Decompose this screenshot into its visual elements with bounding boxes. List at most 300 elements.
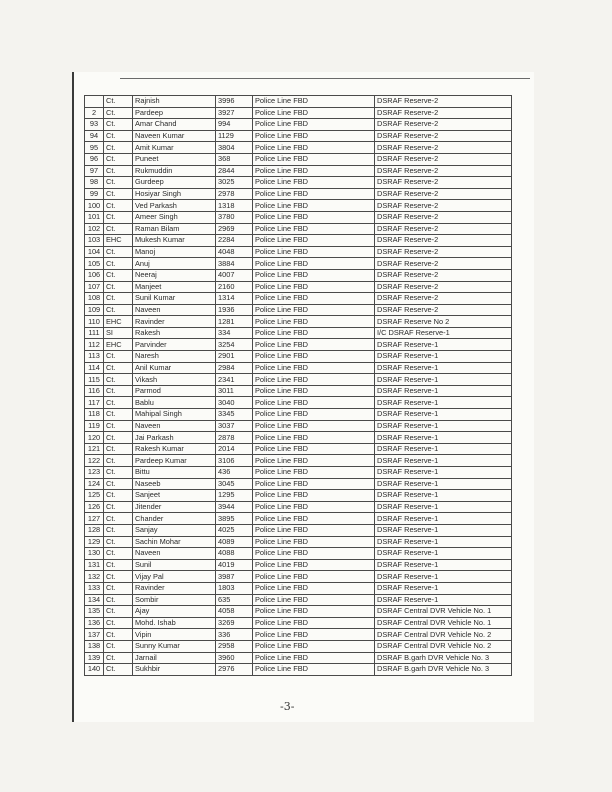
belt-number-cell: 3040 [216,397,253,409]
serial-number-cell: 101 [85,211,104,223]
rank-cell: Ct. [104,246,133,258]
serial-number-cell: 93 [85,119,104,131]
belt-number-cell: 994 [216,119,253,131]
name-cell: Manoj [133,246,216,258]
posting-cell: DSRAF Reserve-2 [375,258,512,270]
posting-cell: DSRAF Reserve-1 [375,409,512,421]
posting-cell: DSRAF Reserve-1 [375,362,512,374]
serial-number-cell: 123 [85,467,104,479]
belt-number-cell: 4019 [216,559,253,571]
serial-number-cell: 134 [85,594,104,606]
rank-cell: Ct. [104,351,133,363]
place-cell: Police Line FBD [253,455,375,467]
rank-cell: Ct. [104,362,133,374]
table-row [85,594,512,606]
belt-number-cell: 368 [216,153,253,165]
belt-number-cell: 2844 [216,165,253,177]
rank-cell: Ct. [104,409,133,421]
serial-number-cell: 129 [85,536,104,548]
serial-number-cell: 113 [85,351,104,363]
belt-number-cell: 3025 [216,177,253,189]
rank-cell: Ct. [104,258,133,270]
place-cell: Police Line FBD [253,96,375,108]
name-cell: Sombir [133,594,216,606]
place-cell: Police Line FBD [253,223,375,235]
serial-number-cell: 109 [85,304,104,316]
belt-number-cell: 4089 [216,536,253,548]
serial-number-cell: 107 [85,281,104,293]
name-cell: Hosiyar Singh [133,188,216,200]
name-cell: Sachin Mohar [133,536,216,548]
table-row [85,188,512,200]
rank-cell: Ct. [104,281,133,293]
table-row [85,397,512,409]
name-cell: Anil Kumar [133,362,216,374]
place-cell: Police Line FBD [253,362,375,374]
name-cell: Ravinder [133,582,216,594]
name-cell: Bittu [133,467,216,479]
table-row [85,142,512,154]
serial-number-cell: 110 [85,316,104,328]
rank-cell: Ct. [104,293,133,305]
rank-cell: Ct. [104,559,133,571]
table-row [85,664,512,676]
belt-number-cell: 4088 [216,548,253,560]
table-row [85,304,512,316]
place-cell: Police Line FBD [253,258,375,270]
posting-cell: DSRAF Reserve-2 [375,223,512,235]
belt-number-cell: 2958 [216,640,253,652]
posting-cell: DSRAF Reserve-2 [375,211,512,223]
belt-number-cell: 3944 [216,501,253,513]
name-cell: Ameer Singh [133,211,216,223]
table-row [85,652,512,664]
belt-number-cell: 3254 [216,339,253,351]
place-cell: Police Line FBD [253,269,375,281]
serial-number-cell: 96 [85,153,104,165]
serial-number-cell: 131 [85,559,104,571]
rank-cell: Ct. [104,652,133,664]
belt-number-cell: 3037 [216,420,253,432]
posting-cell: DSRAF B.garh DVR Vehicle No. 3 [375,664,512,676]
table-row [85,327,512,339]
belt-number-cell: 2969 [216,223,253,235]
posting-cell: DSRAF Reserve-1 [375,548,512,560]
rank-cell: Ct. [104,536,133,548]
serial-number-cell: 2 [85,107,104,119]
table-row [85,548,512,560]
place-cell: Police Line FBD [253,536,375,548]
name-cell: Sukhbir [133,664,216,676]
posting-cell: DSRAF Reserve-2 [375,107,512,119]
serial-number-cell [85,96,104,108]
serial-number-cell: 99 [85,188,104,200]
table-row [85,513,512,525]
serial-number-cell: 108 [85,293,104,305]
place-cell: Police Line FBD [253,281,375,293]
serial-number-cell: 127 [85,513,104,525]
belt-number-cell: 4007 [216,269,253,281]
posting-cell: DSRAF Reserve-1 [375,351,512,363]
table-row [85,258,512,270]
place-cell: Police Line FBD [253,513,375,525]
name-cell: Ajay [133,606,216,618]
place-cell: Police Line FBD [253,235,375,247]
posting-cell: DSRAF Reserve-1 [375,478,512,490]
serial-number-cell: 105 [85,258,104,270]
place-cell: Police Line FBD [253,142,375,154]
posting-cell: DSRAF B.garh DVR Vehicle No. 3 [375,652,512,664]
table-row [85,467,512,479]
place-cell: Police Line FBD [253,548,375,560]
table-row [85,420,512,432]
table-row [85,339,512,351]
posting-cell: DSRAF Reserve-1 [375,501,512,513]
belt-number-cell: 3011 [216,385,253,397]
belt-number-cell: 3780 [216,211,253,223]
serial-number-cell: 132 [85,571,104,583]
table-row [85,211,512,223]
name-cell: Sunny Kumar [133,640,216,652]
name-cell: Pardeep Kumar [133,455,216,467]
serial-number-cell: 100 [85,200,104,212]
table-row [85,443,512,455]
posting-cell: DSRAF Reserve-2 [375,119,512,131]
place-cell: Police Line FBD [253,409,375,421]
rank-cell: EHC [104,316,133,328]
roster-body [85,96,512,676]
name-cell: Naveen Kumar [133,130,216,142]
place-cell: Police Line FBD [253,246,375,258]
serial-number-cell: 98 [85,177,104,189]
serial-number-cell: 122 [85,455,104,467]
table-row [85,478,512,490]
name-cell: Raman Bilam [133,223,216,235]
serial-number-cell: 135 [85,606,104,618]
serial-number-cell: 111 [85,327,104,339]
name-cell: Parmod [133,385,216,397]
posting-cell: DSRAF Reserve-1 [375,582,512,594]
serial-number-cell: 94 [85,130,104,142]
name-cell: Sunil [133,559,216,571]
place-cell: Police Line FBD [253,327,375,339]
serial-number-cell: 136 [85,617,104,629]
table-row [85,119,512,131]
name-cell: Rakesh [133,327,216,339]
serial-number-cell: 138 [85,640,104,652]
rank-cell: Ct. [104,107,133,119]
table-row [85,153,512,165]
serial-number-cell: 139 [85,652,104,664]
rank-cell: Ct. [104,177,133,189]
serial-number-cell: 112 [85,339,104,351]
rank-cell: Ct. [104,606,133,618]
place-cell: Police Line FBD [253,107,375,119]
table-row [85,281,512,293]
table-row [85,130,512,142]
posting-cell: DSRAF Reserve-1 [375,571,512,583]
place-cell: Police Line FBD [253,351,375,363]
table-row [85,362,512,374]
rank-cell: Ct. [104,130,133,142]
place-cell: Police Line FBD [253,652,375,664]
serial-number-cell: 114 [85,362,104,374]
name-cell: Ravinder [133,316,216,328]
name-cell: Sanjay [133,524,216,536]
belt-number-cell: 1295 [216,490,253,502]
belt-number-cell: 1318 [216,200,253,212]
table-row [85,582,512,594]
place-cell: Police Line FBD [253,467,375,479]
name-cell: Sanjeet [133,490,216,502]
posting-cell: DSRAF Reserve-2 [375,96,512,108]
name-cell: Anuj [133,258,216,270]
belt-number-cell: 2976 [216,664,253,676]
table-row [85,409,512,421]
posting-cell: DSRAF Reserve-2 [375,165,512,177]
name-cell: Naseeb [133,478,216,490]
name-cell: Sunil Kumar [133,293,216,305]
belt-number-cell: 3987 [216,571,253,583]
rank-cell: Ct. [104,548,133,560]
rank-cell: Ct. [104,629,133,641]
belt-number-cell: 4048 [216,246,253,258]
name-cell: Neeraj [133,269,216,281]
place-cell: Police Line FBD [253,177,375,189]
name-cell: Ved Parkash [133,200,216,212]
name-cell: Pardeep [133,107,216,119]
table-row [85,200,512,212]
name-cell: Puneet [133,153,216,165]
belt-number-cell: 336 [216,629,253,641]
rank-cell: Ct. [104,490,133,502]
name-cell: Vipin [133,629,216,641]
posting-cell: DSRAF Reserve-2 [375,281,512,293]
serial-number-cell: 117 [85,397,104,409]
name-cell: Naresh [133,351,216,363]
belt-number-cell: 3106 [216,455,253,467]
serial-number-cell: 137 [85,629,104,641]
table-row [85,165,512,177]
rank-cell: Ct. [104,513,133,525]
table-row [85,96,512,108]
posting-cell: DSRAF Reserve-2 [375,142,512,154]
table-row [85,269,512,281]
place-cell: Police Line FBD [253,293,375,305]
belt-number-cell: 3269 [216,617,253,629]
posting-cell: DSRAF Reserve-2 [375,177,512,189]
table-row [85,559,512,571]
rank-cell: Ct. [104,524,133,536]
rank-cell: Ct. [104,385,133,397]
rank-cell: Ct. [104,211,133,223]
posting-cell: DSRAF Reserve-1 [375,594,512,606]
place-cell: Police Line FBD [253,304,375,316]
place-cell: Police Line FBD [253,200,375,212]
place-cell: Police Line FBD [253,664,375,676]
belt-number-cell: 2878 [216,432,253,444]
rank-cell: Ct. [104,96,133,108]
name-cell: Chander [133,513,216,525]
name-cell: Gurdeep [133,177,216,189]
table-row [85,385,512,397]
serial-number-cell: 116 [85,385,104,397]
name-cell: Mohd. Ishab [133,617,216,629]
posting-cell: DSRAF Reserve-1 [375,467,512,479]
serial-number-cell: 102 [85,223,104,235]
posting-cell: DSRAF Reserve-2 [375,304,512,316]
posting-cell: DSRAF Reserve-1 [375,524,512,536]
rank-cell: Ct. [104,467,133,479]
name-cell: Mukesh Kumar [133,235,216,247]
place-cell: Police Line FBD [253,501,375,513]
serial-number-cell: 125 [85,490,104,502]
rank-cell: Ct. [104,478,133,490]
posting-cell: DSRAF Reserve-2 [375,200,512,212]
serial-number-cell: 128 [85,524,104,536]
table-row [85,374,512,386]
place-cell: Police Line FBD [253,594,375,606]
table-row [85,107,512,119]
serial-number-cell: 103 [85,235,104,247]
belt-number-cell: 334 [216,327,253,339]
rank-cell: Ct. [104,269,133,281]
belt-number-cell: 2160 [216,281,253,293]
rank-cell: EHC [104,235,133,247]
name-cell: Parvinder [133,339,216,351]
serial-number-cell: 106 [85,269,104,281]
place-cell: Police Line FBD [253,432,375,444]
table-row [85,571,512,583]
rank-cell: Ct. [104,304,133,316]
table-row [85,246,512,258]
belt-number-cell: 635 [216,594,253,606]
posting-cell: DSRAF Reserve-2 [375,269,512,281]
place-cell: Police Line FBD [253,211,375,223]
table-row [85,293,512,305]
serial-number-cell: 120 [85,432,104,444]
place-cell: Police Line FBD [253,397,375,409]
name-cell: Vikash [133,374,216,386]
posting-cell: I/C DSRAF Reserve-1 [375,327,512,339]
name-cell: Naveen [133,420,216,432]
rank-cell: Ct. [104,119,133,131]
rank-cell: Ct. [104,501,133,513]
belt-number-cell: 3045 [216,478,253,490]
rank-cell: Ct. [104,374,133,386]
posting-cell: DSRAF Central DVR Vehicle No. 2 [375,629,512,641]
posting-cell: DSRAF Reserve No 2 [375,316,512,328]
place-cell: Police Line FBD [253,640,375,652]
serial-number-cell: 130 [85,548,104,560]
belt-number-cell: 3804 [216,142,253,154]
place-cell: Police Line FBD [253,524,375,536]
rank-cell: Ct. [104,443,133,455]
rank-cell: Ct. [104,223,133,235]
place-cell: Police Line FBD [253,606,375,618]
belt-number-cell: 1129 [216,130,253,142]
posting-cell: DSRAF Reserve-1 [375,385,512,397]
place-cell: Police Line FBD [253,188,375,200]
rank-cell: Ct. [104,664,133,676]
table-row [85,606,512,618]
belt-number-cell: 3895 [216,513,253,525]
posting-cell: DSRAF Reserve-1 [375,397,512,409]
rank-cell: Ct. [104,640,133,652]
serial-number-cell: 115 [85,374,104,386]
place-cell: Police Line FBD [253,374,375,386]
belt-number-cell: 3345 [216,409,253,421]
place-cell: Police Line FBD [253,617,375,629]
posting-cell: DSRAF Reserve-1 [375,513,512,525]
table-row [85,640,512,652]
posting-cell: DSRAF Reserve-1 [375,374,512,386]
name-cell: Naveen [133,548,216,560]
belt-number-cell: 2284 [216,235,253,247]
posting-cell: DSRAF Reserve-1 [375,420,512,432]
rank-cell: SI [104,327,133,339]
page-number: -3- [280,700,295,713]
table-row [85,432,512,444]
table-row [85,629,512,641]
serial-number-cell: 133 [85,582,104,594]
table-row [85,223,512,235]
place-cell: Police Line FBD [253,559,375,571]
belt-number-cell: 2978 [216,188,253,200]
rank-cell: Ct. [104,571,133,583]
place-cell: Police Line FBD [253,571,375,583]
rank-cell: Ct. [104,153,133,165]
place-cell: Police Line FBD [253,153,375,165]
table-row [85,536,512,548]
table-row [85,351,512,363]
name-cell: Mahipal Singh [133,409,216,421]
name-cell: Amar Chand [133,119,216,131]
rank-cell: Ct. [104,397,133,409]
belt-number-cell: 1803 [216,582,253,594]
belt-number-cell: 2901 [216,351,253,363]
belt-number-cell: 3927 [216,107,253,119]
place-cell: Police Line FBD [253,165,375,177]
name-cell: Manjeet [133,281,216,293]
name-cell: Jai Parkash [133,432,216,444]
table-row [85,455,512,467]
rank-cell: Ct. [104,455,133,467]
rank-cell: Ct. [104,420,133,432]
belt-number-cell: 1281 [216,316,253,328]
posting-cell: DSRAF Reserve-1 [375,490,512,502]
roster-table [84,95,512,676]
place-cell: Police Line FBD [253,339,375,351]
serial-number-cell: 126 [85,501,104,513]
posting-cell: DSRAF Reserve-2 [375,293,512,305]
serial-number-cell: 97 [85,165,104,177]
table-row [85,501,512,513]
belt-number-cell: 436 [216,467,253,479]
rank-cell: Ct. [104,617,133,629]
posting-cell: DSRAF Reserve-1 [375,443,512,455]
serial-number-cell: 119 [85,420,104,432]
posting-cell: DSRAF Central DVR Vehicle No. 1 [375,617,512,629]
posting-cell: DSRAF Reserve-1 [375,432,512,444]
name-cell: Rajnish [133,96,216,108]
posting-cell: DSRAF Reserve-2 [375,246,512,258]
place-cell: Police Line FBD [253,316,375,328]
rank-cell: Ct. [104,594,133,606]
posting-cell: DSRAF Reserve-1 [375,339,512,351]
rank-cell: Ct. [104,582,133,594]
table-row [85,524,512,536]
